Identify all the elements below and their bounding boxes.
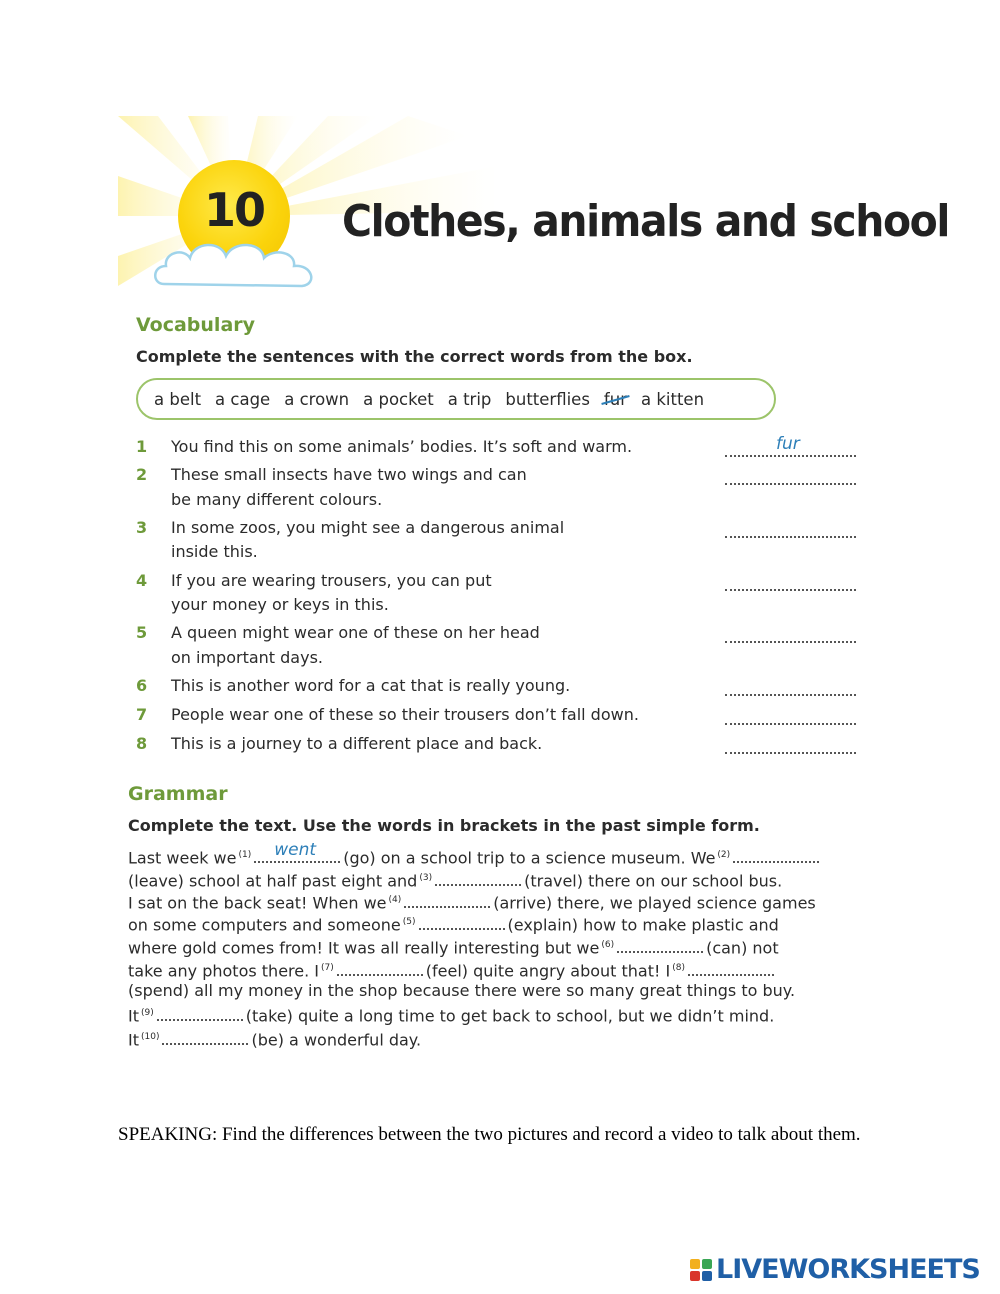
- speaking-instruction: SPEAKING: Find the differences between the two pictures and record a video to talk about them.: [118, 1124, 861, 1145]
- item-number: 6: [136, 676, 148, 695]
- logo-grid-icon: [690, 1259, 712, 1281]
- item-text: inside this.: [171, 542, 258, 561]
- grammar-instruction: Complete the text. Use the words in brackets in the past simple form.: [128, 816, 760, 835]
- gap-field-2[interactable]: [733, 851, 819, 863]
- item-text: In some zoos, you might see a dangerous animal: [171, 518, 565, 537]
- box-word: a pocket: [363, 389, 434, 409]
- item-number: 1: [136, 437, 148, 456]
- item-number: 4: [136, 571, 148, 590]
- answer-field-2[interactable]: [725, 473, 856, 485]
- gap-field-10[interactable]: [162, 1033, 248, 1045]
- item-text: your money or keys in this.: [171, 595, 389, 614]
- item-text: People wear one of these so their trousers don’t fall down.: [171, 705, 639, 724]
- answer-field-3[interactable]: [725, 526, 856, 538]
- item-number: 7: [136, 705, 148, 724]
- answer-field-6[interactable]: [725, 684, 856, 696]
- item-text: If you are wearing trousers, you can put: [171, 571, 492, 590]
- vocabulary-instruction: Complete the sentences with the correct words from the box.: [136, 347, 693, 366]
- item-number: 3: [136, 518, 148, 537]
- gap-field-5[interactable]: [419, 918, 505, 930]
- unit-number: 10: [203, 183, 264, 237]
- box-word: a trip: [447, 389, 492, 409]
- gap-field-1[interactable]: [254, 840, 340, 863]
- answer-field-7[interactable]: [725, 713, 856, 725]
- word-box: [136, 378, 776, 420]
- gap-field-6[interactable]: [617, 941, 703, 953]
- gap-field-8[interactable]: [688, 964, 774, 976]
- box-word-used: fur: [603, 389, 627, 409]
- page-title: Clothes, animals and school: [342, 196, 950, 247]
- item-text: A queen might wear one of these on her head: [171, 623, 540, 642]
- item-text: This is another word for a cat that is really young.: [171, 676, 571, 695]
- box-word: a belt: [154, 389, 202, 409]
- grammar-line: on some computers and someone $^{(5)}$ (explain) how to make plastic and: [128, 915, 779, 935]
- gap-field-3[interactable]: [435, 874, 521, 886]
- answer-field-5[interactable]: [725, 631, 856, 643]
- item-text: be many different colours.: [171, 490, 383, 509]
- item-text: These small insects have two wings and can: [171, 465, 527, 484]
- box-word: a crown: [284, 389, 350, 409]
- item-number: 8: [136, 734, 148, 753]
- liveworksheets-logo: [690, 1254, 980, 1285]
- grammar-line: (spend) all my money in the shop because there were so many great things to buy.: [128, 981, 796, 1000]
- gap-field-9[interactable]: [157, 1009, 243, 1021]
- grammar-line: I sat on the back seat! When we $^{(4)}$ (arrive) there, we played science games: [128, 893, 816, 913]
- box-word: a cage: [215, 389, 271, 409]
- grammar-line: take any photos there. I $^{(7)}$ (feel) quite angry about that! I $^{(8)}$: [128, 958, 777, 981]
- grammar-heading: Grammar: [128, 783, 228, 805]
- logo-text: LIVEWORKSHEETS: [716, 1254, 980, 1285]
- grammar-line: Last week we $^{(1)}$ went (go) on a school trip to a science museum. We $^{(2)}$: [128, 845, 822, 868]
- grammar-line: (leave) school at half past eight and $^{(3)}$ (travel) there on our school bus.: [128, 871, 783, 891]
- answer-field-4[interactable]: [725, 579, 856, 591]
- grammar-line: It $^{(10)}$ (be) a wonderful day.: [128, 1030, 422, 1050]
- gap-field-7[interactable]: [337, 964, 423, 976]
- gap-answer-1: went: [274, 840, 317, 861]
- grammar-line: where gold comes from! It was all really interesting but we $^{(6)}$ (can) not: [128, 938, 779, 958]
- answer-field-8[interactable]: [725, 742, 856, 754]
- gap-field-4[interactable]: [404, 896, 490, 908]
- vocabulary-heading: Vocabulary: [136, 314, 256, 336]
- answer-value-1: fur: [776, 434, 800, 454]
- item-number: 2: [136, 465, 148, 484]
- grammar-line: It $^{(9)}$ (take) quite a long time to get back to school, but we didn’t mind.: [128, 1006, 775, 1026]
- item-number: 5: [136, 623, 148, 642]
- item-text: on important days.: [171, 648, 323, 667]
- item-text: This is a journey to a different place and back.: [171, 734, 543, 753]
- box-word: a kitten: [640, 389, 705, 409]
- box-word: butterflies: [505, 389, 590, 409]
- item-text: You find this on some animals’ bodies. It’s soft and warm.: [171, 437, 633, 456]
